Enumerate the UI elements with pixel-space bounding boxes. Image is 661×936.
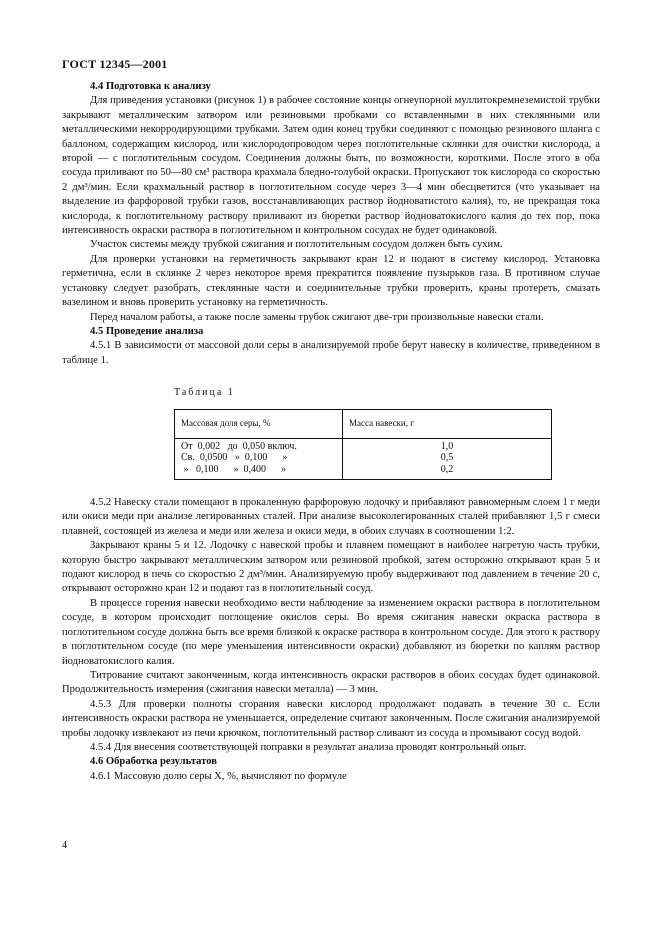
table-header-cell: Масса навески, г xyxy=(343,409,552,438)
paragraph: 4.5.1 В зависимости от массовой доли серы в анализируемой пробе берут навеску в количестве, приведенном в таблице 1. xyxy=(62,340,600,366)
paragraph: 4.5.4 Для внесения соответствующей поправки в результат анализа проводят контрольный опыт. xyxy=(90,741,527,753)
paragraph: Для приведения установки (рисунок 1) в рабочее состояние концы огнеупорной муллитокремнеземистой трубки закрывают металлическим затвором или резиновыми пробками со вставленными в них стеклянными или металлическими некорродирующими трубками. Затем один конец трубки соединяют с помощью резинового шланга с баллоном, содержащим кислород, или кислородопроводом через поглотительные склянки для очистки кислорода, а второй — с поглотительным сосудом. Соединения должны быть, по возможности, короткими. После этого в оба сосуда приливают по 50—80 см³ раствора крахмала бледно-голубой окраски. Пропускают ток кислорода со скоростью 2 дм³/мин. Если крахмальный раствор в поглотительном сосуде через 3—4 мин обесцветится (что указывает на выделение из фарфоровой трубки газов, восстанавливающих раствор йодноватистого калия), то, не прекращая тока кислорода, к поглотительному раствору приливают из бюретки раствор йодноватокислого калия до тех пор, пока интенсивность окраски раствора в поглотительном и контрольном сосудах не будет одинаковой. xyxy=(62,95,600,237)
section-title-4-5: 4.5 Проведение анализа xyxy=(90,325,204,337)
table-row xyxy=(175,452,552,464)
page-number: 4 xyxy=(62,840,67,851)
paragraph: В процессе горения навески необходимо вести наблюдение за изменением окраски раствора в поглотительном сосуде, в котором происходит поглощение окислов серы. Во время сжигания навески окраска раствора в поглотительном сосуде должна быть все время близкой к окраске раствора в контрольном сосуде. Для этого к раствору в поглотительном сосуде (по мере уменьшения интенсивности окраски) добавляют из бюретки по каплям раствор йодноватокислого калия. xyxy=(62,597,600,667)
table-cell: 0,5 xyxy=(343,452,552,464)
paragraph: 4.6.1 Массовую долю серы X, %, вычисляют по формуле xyxy=(90,770,347,782)
table-cell: Св. 0,0500 » 0,100 » xyxy=(175,452,343,464)
table-cell: От 0,002 до 0,050 включ. xyxy=(175,438,343,452)
table-row xyxy=(175,464,552,480)
data-table xyxy=(174,409,552,481)
document-header: ГОСТ 12345—2001 xyxy=(62,57,168,71)
table-title: Таблица 1 xyxy=(174,387,235,399)
paragraph: Перед началом работы, а также после замены трубок сжигают две-три произвольные навески стали. xyxy=(90,311,544,323)
paragraph: Титрование считают законченным, когда интенсивность окраски растворов в обоих сосудах будет одинаковой. Продолжительность измерения (сжигания навески металла) — 3 мин. xyxy=(62,669,600,696)
document-body xyxy=(62,80,600,784)
table-cell: 0,2 xyxy=(343,464,552,480)
table-cell: 1,0 xyxy=(343,438,552,452)
paragraph: 4.5.2 Навеску стали помещают в прокаленную фарфоровую лодочку и прибавляют равномерным слоем 1 г меди или окиси меди при анализе легированных сталей. При анализе высоколегированных сталей прибавляют 1,5 г смеси плавней, состоящей из железа и меди или железа и окиси меди, в обоих случаях в соотношении 1:2. xyxy=(62,497,600,537)
table-cell: » 0,100 » 0,400 » xyxy=(175,464,343,480)
paragraph: Закрывают краны 5 и 12. Лодочку с навеской пробы и плавнем помещают в наиболее нагретую часть трубки, которую быстро закрывают металлическим затвором или резиновой пробкой, затем осторожно открывают кран 5 и подают кислород в печь со скоростью 2 дм³/мин. Анализируемую пробу выдерживают под давлением в течение 20 с, открывают осторожно кран 12 и подают газ в поглотительный сосуд. xyxy=(62,540,600,595)
table-row xyxy=(175,438,552,452)
paragraph: Для проверки установки на герметичность закрывают кран 12 и подают в систему кислород. Установка герметична, если в склянке 2 через некоторое время прекратится появление пузырьков газа. В противном случае установку следует разобрать, стеклянные части и соединительные трубки проверить, краны протереть, смазать вазелином и вновь проверить установку на герметичность. xyxy=(62,253,600,309)
paragraph: Участок системы между трубкой сжигания и поглотительным сосудом должен быть сухим. xyxy=(90,239,503,251)
section-title-4-4: 4.4 Подготовка к анализу xyxy=(90,81,211,92)
table-header-cell: Массовая доля серы, % xyxy=(175,409,343,438)
paragraph: 4.5.3 Для проверки полноты сгорания навески кислород продолжают подавать в течение 30 с. Если интенсивность окраски раствора не уменьшается, определение считают законченным. После сжигания анализируемой пробы лодочку извлекают из печи крючком, поглотительный раствор сливают из сосуда и промывают сосуд водой. xyxy=(62,698,600,739)
section-title-4-6: 4.6 Обработка результатов xyxy=(90,756,217,768)
